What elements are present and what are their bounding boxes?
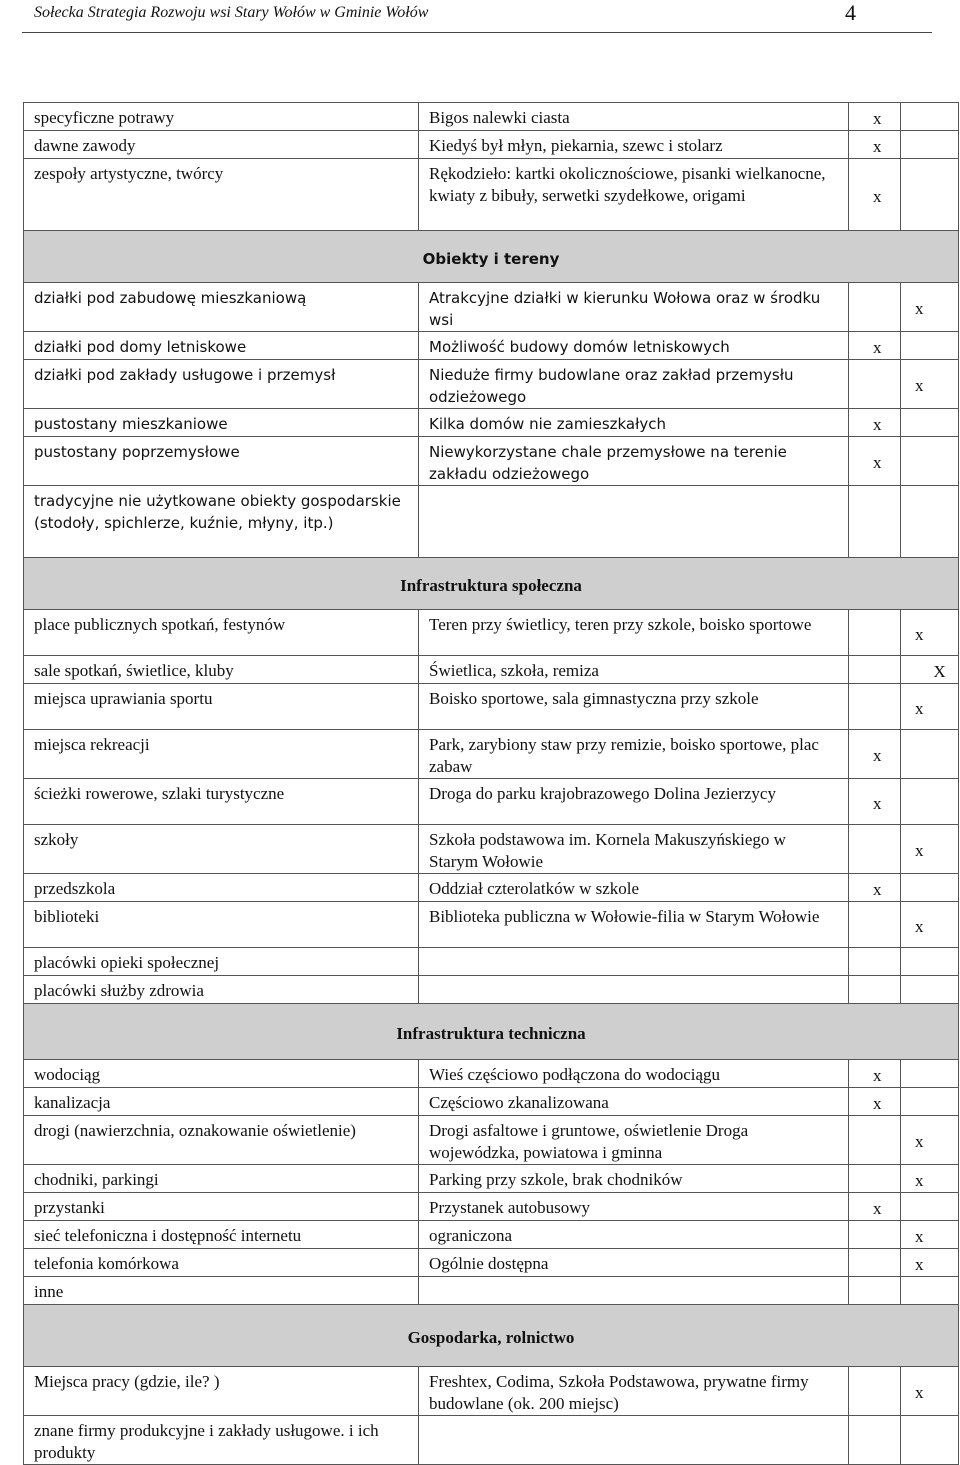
row-mark: x — [849, 1088, 901, 1116]
row-mark — [849, 948, 901, 976]
row-value: Droga do parku krajobrazowego Dolina Jezierzycy — [419, 779, 849, 825]
row-label: telefonia komórkowa — [24, 1249, 419, 1277]
row-value: Kilka domów nie zamieszkałych — [419, 409, 849, 437]
row-mark-extra — [901, 103, 959, 131]
section-title-spoleczna: Infrastruktura społeczna — [24, 558, 959, 610]
row-mark-extra — [901, 332, 959, 360]
row-mark-extra — [901, 976, 959, 1004]
table-row — [24, 610, 959, 656]
row-mark-extra: X — [901, 656, 959, 684]
row-value: Teren przy świetlicy, teren przy szkole, boisko sportowe — [419, 610, 849, 656]
row-label: wodociąg — [24, 1060, 419, 1088]
row-value: Freshtex, Codima, Szkoła Podstawowa, prywatne firmy budowlane (ok. 200 miejsc) — [419, 1367, 849, 1416]
row-value — [419, 948, 849, 976]
row-value: Rękodzieło: kartki okolicznościowe, pisanki wielkanocne, kwiaty z bibuły, serwetki szydełkowe, origami — [419, 159, 849, 231]
row-value: ograniczona — [419, 1221, 849, 1249]
row-value: Niewykorzystane chale przemysłowe na terenie zakładu odzieżowego — [419, 437, 849, 486]
row-mark-extra — [901, 948, 959, 976]
row-value: Świetlica, szkoła, remiza — [419, 656, 849, 684]
table-row — [24, 409, 959, 437]
row-label: specyficzne potrawy — [24, 103, 419, 131]
table-row — [24, 825, 959, 874]
row-mark — [849, 1367, 901, 1416]
row-mark: x — [849, 159, 901, 231]
table-row — [24, 159, 959, 231]
row-mark — [849, 283, 901, 332]
section-header — [24, 1305, 959, 1367]
row-mark: x — [849, 730, 901, 779]
table-row — [24, 1116, 959, 1165]
table-row — [24, 486, 959, 558]
row-mark-extra — [901, 730, 959, 779]
row-label: działki pod zakłady usługowe i przemysł — [24, 360, 419, 409]
table-row — [24, 730, 959, 779]
table-row — [24, 1277, 959, 1305]
row-label: placówki służby zdrowia — [24, 976, 419, 1004]
page-number: 4 — [845, 0, 856, 25]
table-row — [24, 1193, 959, 1221]
row-mark-extra: x — [901, 1165, 959, 1193]
row-mark: x — [849, 874, 901, 902]
row-label: zespoły artystyczne, twórcy — [24, 159, 419, 231]
row-mark — [849, 610, 901, 656]
row-label: sale spotkań, świetlice, kluby — [24, 656, 419, 684]
row-label: znane firmy produkcyjne i zakłady usługowe. i ich produkty — [24, 1416, 419, 1465]
row-mark: x — [849, 131, 901, 159]
row-label: ścieżki rowerowe, szlaki turystyczne — [24, 779, 419, 825]
section-title-obiekty: Obiekty i tereny — [24, 231, 959, 283]
row-mark — [849, 1221, 901, 1249]
table-row — [24, 874, 959, 902]
row-value: Parking przy szkole, brak chodników — [419, 1165, 849, 1193]
row-value: Oddział czterolatków w szkole — [419, 874, 849, 902]
page-header — [22, 0, 932, 33]
row-mark — [849, 976, 901, 1004]
row-label: drogi (nawierzchnia, oznakowanie oświetlenie) — [24, 1116, 419, 1165]
row-mark-extra — [901, 159, 959, 231]
row-label: miejsca rekreacji — [24, 730, 419, 779]
row-mark — [849, 684, 901, 730]
row-mark — [849, 825, 901, 874]
row-mark — [849, 902, 901, 948]
row-mark — [849, 486, 901, 558]
table-row — [24, 360, 959, 409]
table-row — [24, 1249, 959, 1277]
document-title: Sołecka Strategia Rozwoju wsi Stary Wołów w Gminie Wołów — [34, 4, 429, 21]
row-value: Częściowo zkanalizowana — [419, 1088, 849, 1116]
row-mark-extra: x — [901, 1221, 959, 1249]
section-title-gospodarka: Gospodarka, rolnictwo — [24, 1305, 959, 1367]
row-mark — [849, 1165, 901, 1193]
row-mark — [849, 360, 901, 409]
table-row — [24, 902, 959, 948]
table-row — [24, 1060, 959, 1088]
table-row — [24, 1165, 959, 1193]
row-value: Ogólnie dostępna — [419, 1249, 849, 1277]
row-mark-extra: x — [901, 1249, 959, 1277]
row-mark — [849, 656, 901, 684]
row-mark-extra — [901, 1277, 959, 1305]
row-mark-extra — [901, 874, 959, 902]
row-label: Miejsca pracy (gdzie, ile? ) — [24, 1367, 419, 1416]
row-mark — [849, 1416, 901, 1465]
row-mark: x — [849, 1193, 901, 1221]
strategy-table — [23, 102, 959, 1465]
table-row — [24, 656, 959, 684]
row-value: Boisko sportowe, sala gimnastyczna przy szkole — [419, 684, 849, 730]
row-label: pustostany poprzemysłowe — [24, 437, 419, 486]
row-mark: x — [849, 1060, 901, 1088]
row-mark-extra: x — [901, 610, 959, 656]
row-label: działki pod domy letniskowe — [24, 332, 419, 360]
row-value: Szkoła podstawowa im. Kornela Makuszyńskiego w Starym Wołowie — [419, 825, 849, 874]
row-label: placówki opieki społecznej — [24, 948, 419, 976]
table-row — [24, 103, 959, 131]
table-row — [24, 332, 959, 360]
section-title-techniczna: Infrastruktura techniczna — [24, 1004, 959, 1060]
table-row — [24, 684, 959, 730]
row-label: przystanki — [24, 1193, 419, 1221]
row-value — [419, 1416, 849, 1465]
row-mark — [849, 1249, 901, 1277]
row-label: inne — [24, 1277, 419, 1305]
table-row — [24, 283, 959, 332]
row-mark-extra — [901, 1416, 959, 1465]
row-value: Nieduże firmy budowlane oraz zakład przemysłu odzieżowego — [419, 360, 849, 409]
row-mark-extra — [901, 779, 959, 825]
table-row — [24, 948, 959, 976]
row-label: kanalizacja — [24, 1088, 419, 1116]
row-value: Park, zarybiony staw przy remizie, boisko sportowe, plac zabaw — [419, 730, 849, 779]
row-mark-extra — [901, 131, 959, 159]
table-row — [24, 779, 959, 825]
row-label: miejsca uprawiania sportu — [24, 684, 419, 730]
row-mark: x — [849, 437, 901, 486]
table-row — [24, 1416, 959, 1465]
row-value: Bigos nalewki ciasta — [419, 103, 849, 131]
row-mark — [849, 1116, 901, 1165]
table-row — [24, 1221, 959, 1249]
row-mark-extra: x — [901, 283, 959, 332]
row-mark-extra — [901, 1193, 959, 1221]
section-header — [24, 231, 959, 283]
row-value: Kiedyś był młyn, piekarnia, szewc i stolarz — [419, 131, 849, 159]
table-row — [24, 1088, 959, 1116]
row-mark-extra — [901, 1060, 959, 1088]
row-mark-extra: x — [901, 1116, 959, 1165]
row-mark-extra — [901, 486, 959, 558]
row-label: tradycyjne nie użytkowane obiekty gospodarskie (stodoły, spichlerze, kuźnie, młyny, itp.) — [24, 486, 419, 558]
row-mark-extra: x — [901, 1367, 959, 1416]
row-label: pustostany mieszkaniowe — [24, 409, 419, 437]
row-mark: x — [849, 409, 901, 437]
row-mark-extra: x — [901, 360, 959, 409]
table-row — [24, 131, 959, 159]
row-label: dawne zawody — [24, 131, 419, 159]
row-mark-extra — [901, 409, 959, 437]
row-mark: x — [849, 332, 901, 360]
row-value: Możliwość budowy domów letniskowych — [419, 332, 849, 360]
row-value — [419, 486, 849, 558]
row-label: biblioteki — [24, 902, 419, 948]
row-label: szkoły — [24, 825, 419, 874]
row-label: place publicznych spotkań, festynów — [24, 610, 419, 656]
row-label: działki pod zabudowę mieszkaniową — [24, 283, 419, 332]
row-label: przedszkola — [24, 874, 419, 902]
row-value: Drogi asfaltowe i gruntowe, oświetlenie Droga wojewódzka, powiatowa i gminna — [419, 1116, 849, 1165]
row-value: Atrakcyjne działki w kierunku Wołowa oraz w środku wsi — [419, 283, 849, 332]
row-value — [419, 976, 849, 1004]
row-value: Przystanek autobusowy — [419, 1193, 849, 1221]
row-value: Biblioteka publiczna w Wołowie-filia w Starym Wołowie — [419, 902, 849, 948]
row-mark: x — [849, 779, 901, 825]
row-label: chodniki, parkingi — [24, 1165, 419, 1193]
row-label: sieć telefoniczna i dostępność internetu — [24, 1221, 419, 1249]
row-mark-extra: x — [901, 825, 959, 874]
row-mark-extra — [901, 437, 959, 486]
section-header — [24, 558, 959, 610]
row-mark-extra: x — [901, 902, 959, 948]
row-value — [419, 1277, 849, 1305]
row-mark — [849, 1277, 901, 1305]
row-value: Wieś częściowo podłączona do wodociągu — [419, 1060, 849, 1088]
section-header — [24, 1004, 959, 1060]
table-row — [24, 1367, 959, 1416]
row-mark: x — [849, 103, 901, 131]
row-mark-extra — [901, 1088, 959, 1116]
table-row — [24, 976, 959, 1004]
table-row — [24, 437, 959, 486]
row-mark-extra: x — [901, 684, 959, 730]
